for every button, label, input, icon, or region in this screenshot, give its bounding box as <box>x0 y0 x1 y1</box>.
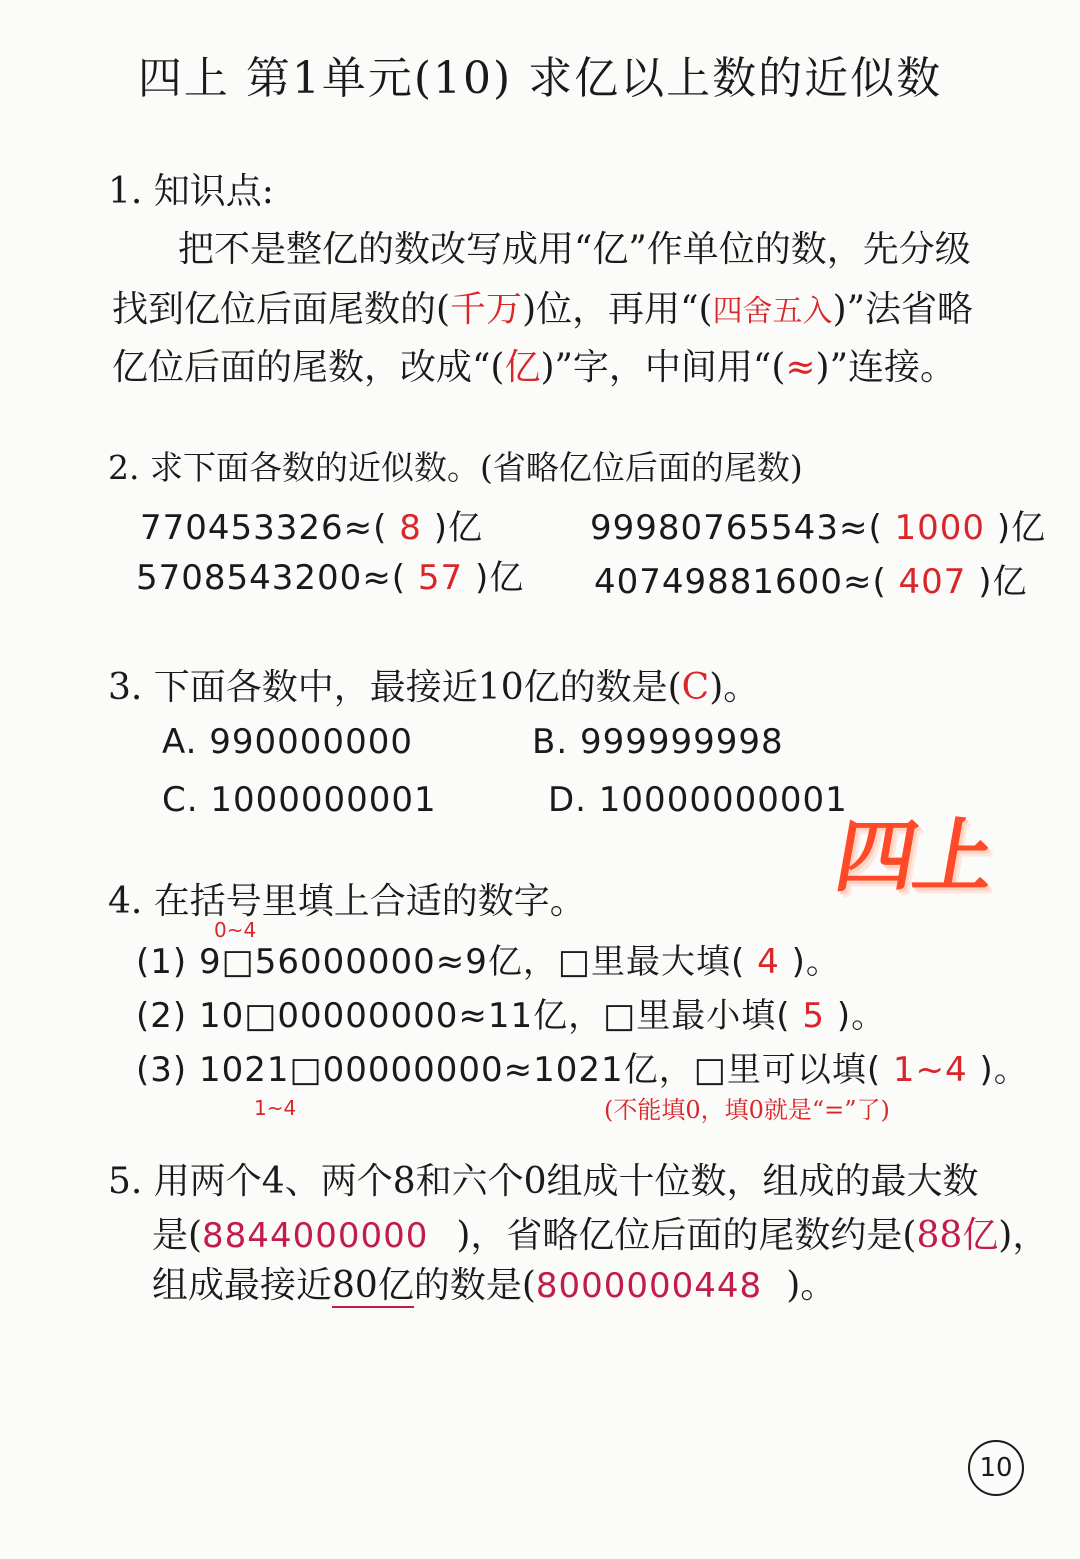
s1-line3-a: 亿位后面的尾数，改成“( <box>112 347 505 388</box>
s5-line3 <box>152 1264 836 1307</box>
s4-item-1-end: )。 <box>791 942 841 982</box>
s4-item-1-answer: 4 <box>757 942 780 982</box>
grade-stamp: 四上 <box>828 810 1001 903</box>
s4-item-2-text: (2) 10□00000000≈11亿，□里最小填( <box>136 996 791 1036</box>
s3-question-end: )。 <box>709 667 760 708</box>
s1-line1: 把不是整亿的数改写成用“亿”作单位的数，先分级 <box>178 229 971 270</box>
s4-item-3-end: )。 <box>979 1050 1029 1090</box>
s3-option-d: D. 10000000001 <box>548 780 848 820</box>
s5-line2-b: )，省略亿位后面的尾数约是( <box>456 1215 917 1256</box>
s4-heading: 4. 在括号里填上合适的数字。 <box>108 881 586 922</box>
s2-item-2 <box>590 508 1046 549</box>
s5-line1: 5. 用两个4、两个8和六个0组成十位数，组成的最大数 <box>108 1161 979 1202</box>
s1-answer-2: 四舍五入 <box>712 294 833 329</box>
s4-note: (不能填0，填0就是“=”了) <box>604 1096 890 1124</box>
s4-item-2-answer: 5 <box>802 996 826 1036</box>
s3-option-c: C. 1000000001 <box>162 780 437 820</box>
s3-answer: C <box>681 667 710 708</box>
s1-answer-3: 亿 <box>504 347 541 388</box>
s5-line2 <box>152 1214 1048 1257</box>
s2-heading: 2. 求下面各数的近似数。(省略亿位后面的尾数) <box>108 448 803 487</box>
s2-item-1-answer: 8 <box>399 508 422 548</box>
s5-line2-c: )， <box>998 1215 1049 1256</box>
s4-item-1-text: (1) 9□56000000≈9亿，□里最大填( <box>136 942 746 982</box>
s2-item-2-unit: )亿 <box>996 508 1047 548</box>
s4-item-2 <box>136 996 886 1037</box>
s4-item-2-end: )。 <box>836 996 887 1036</box>
s5-answer-3: 8000000448 <box>535 1266 763 1306</box>
s1-line2-b: )位，再用“( <box>522 289 713 330</box>
s2-item-1-number: 770453326≈( <box>140 508 388 548</box>
s2-item-1-unit: )亿 <box>433 508 483 548</box>
s1-line3 <box>112 346 956 389</box>
s5-answer-2: 88亿 <box>916 1215 999 1256</box>
s5-line3-b: 的数是( <box>413 1265 536 1306</box>
s5-line2-a: 是( <box>152 1215 203 1256</box>
page-title: 四上 第1单元(10) 求亿以上数的近似数 <box>137 53 943 104</box>
s1-line3-c: )”连接。 <box>815 347 956 388</box>
s2-item-4-number: 40749881600≈( <box>594 562 887 602</box>
s1-line3-b: )”字，中间用“( <box>540 347 786 388</box>
s2-item-3 <box>136 558 524 599</box>
s4-item-1 <box>136 942 841 983</box>
s1-answer-1: 千万 <box>450 289 523 330</box>
s4-item-3-answer: 1~4 <box>892 1050 968 1090</box>
s1-line2-a: 找到亿位后面尾数的( <box>112 289 451 330</box>
s2-item-4-unit: )亿 <box>978 562 1028 602</box>
s3-question <box>108 666 759 709</box>
s2-item-3-answer: 57 <box>417 558 464 598</box>
s2-item-4-answer: 407 <box>898 562 967 602</box>
s2-item-2-answer: 1000 <box>894 508 986 548</box>
s5-line3-a: 组成最接近 <box>152 1265 333 1306</box>
s4-item-3 <box>136 1050 1029 1091</box>
s4-item-3-text: (3) 1021□00000000≈1021亿，□里可以填( <box>136 1050 882 1090</box>
s3-option-a: A. 990000000 <box>162 722 413 762</box>
s1-heading: 1. 知识点: <box>108 171 274 212</box>
s5-answer-1: 8844000000 <box>202 1216 429 1256</box>
s2-item-2-number: 99980765543≈( <box>590 508 883 548</box>
s2-item-1 <box>140 508 483 549</box>
s2-item-3-unit: )亿 <box>474 558 525 598</box>
s2-item-3-number: 5708543200≈( <box>136 558 407 598</box>
s4-hint-1: 0~4 <box>214 918 257 942</box>
s5-line3-c: )。 <box>786 1265 837 1306</box>
s1-answer-4: ≈ <box>785 347 816 388</box>
page-number: 10 <box>968 1440 1024 1496</box>
s2-item-4 <box>594 562 1028 603</box>
s1-line2 <box>112 288 973 331</box>
s3-question-text: 3. 下面各数中，最接近10亿的数是( <box>108 667 682 708</box>
s1-line2-c: )”法省略 <box>832 289 974 330</box>
s4-hint-3: 1~4 <box>254 1096 297 1120</box>
s5-underlined-80yi: 80亿 <box>332 1265 414 1306</box>
s3-option-b: B. 999999998 <box>532 722 784 762</box>
